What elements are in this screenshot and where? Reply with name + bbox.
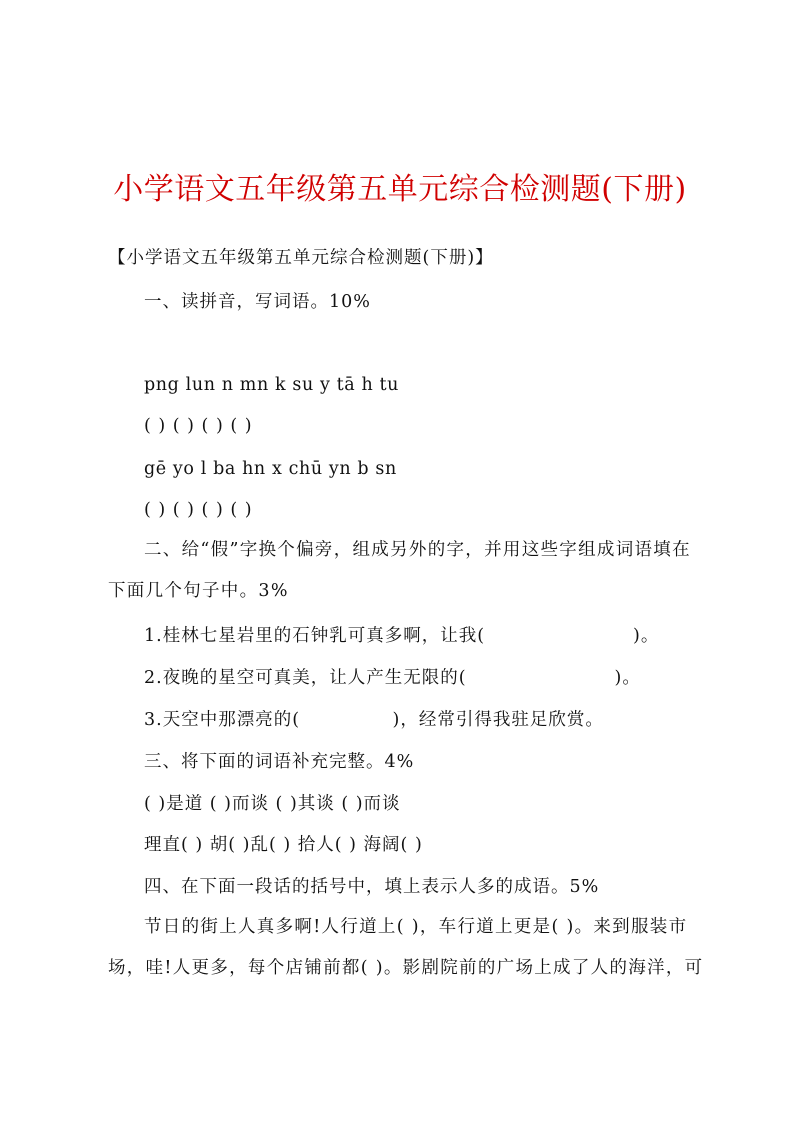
- answer-blanks-row-2: ( ) ( ) ( ) ( ): [144, 500, 253, 520]
- document-subtitle: 【小学语文五年级第五单元综合检测题(下册)】: [108, 248, 494, 268]
- section-2-question-1: 1.桂林七星岩里的石钟乳可真多啊，让我( )。: [144, 626, 660, 646]
- section-2-question-3: 3.天空中那漂亮的( )，经常引得我驻足欣赏。: [144, 710, 604, 730]
- section-2-heading: 二、给“假”字换个偏旁，组成另外的字，并用这些字组成词语填在下面几个句子中。3%: [108, 540, 691, 601]
- pinyin-row-1: png lun n mn k su y tā h tu: [144, 375, 399, 395]
- idiom-fill-row-2: 理直( ) 胡( )乱( ) 拾人( ) 海阔( ): [144, 835, 423, 855]
- section-2-question-2: 2.夜晚的星空可真美，让人产生无限的( )。: [144, 668, 641, 688]
- pinyin-row-2: gē yo l ba hn x chū yn b sn: [144, 459, 397, 479]
- section-4-heading: 四、在下面一段话的括号中，填上表示人多的成语。5%: [144, 877, 600, 897]
- section-4-paragraph: 节日的街上人真多啊!人行道上( )，车行道上更是( )。来到服装市场，哇!人更多，每个店铺前都( )。影剧院前的广场上成了人的海洋，可: [108, 917, 704, 978]
- answer-blanks-row-1: ( ) ( ) ( ) ( ): [144, 416, 253, 436]
- section-3-heading: 三、将下面的词语补充完整。4%: [144, 752, 415, 772]
- idiom-fill-row-1: ( )是道 ( )而谈 ( )其谈 ( )而谈: [144, 794, 401, 814]
- document-title: 小学语文五年级第五单元综合检测题(下册): [113, 172, 687, 207]
- section-1-heading: 一、读拼音，写词语。10%: [144, 292, 371, 312]
